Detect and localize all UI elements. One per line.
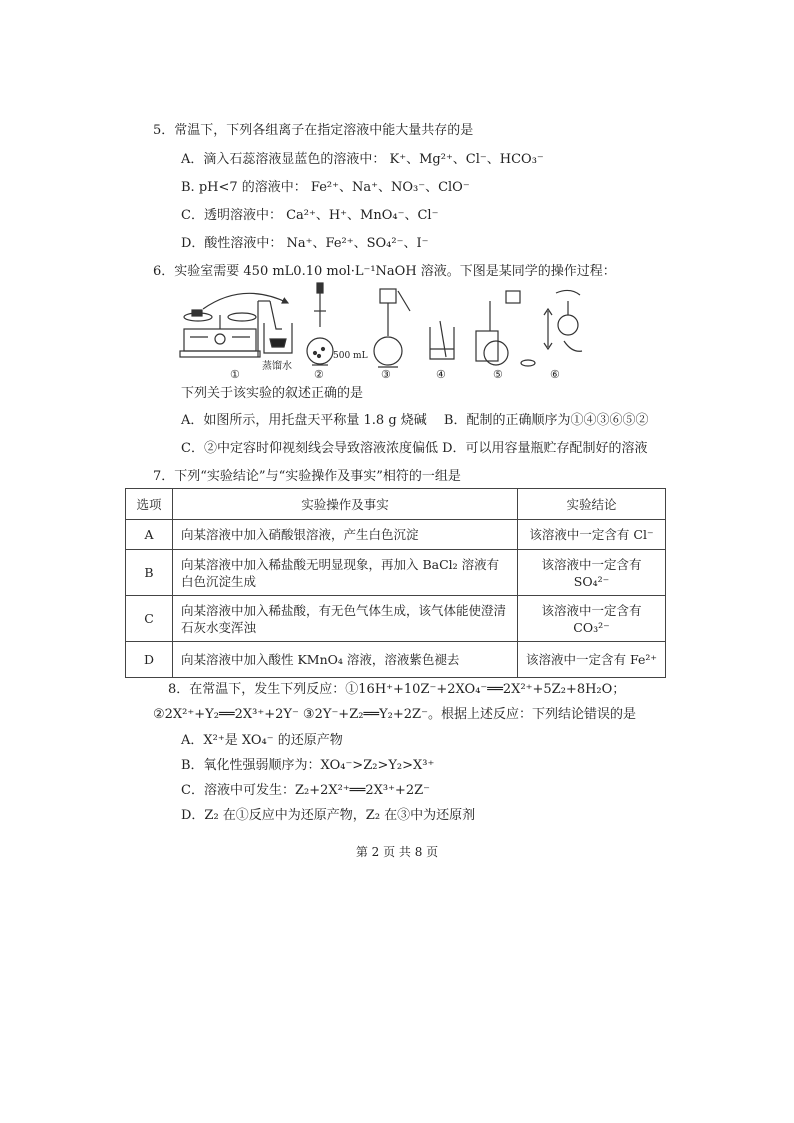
q5-option-c: C．透明溶液中： Ca²⁺、H⁺、MnO₄⁻、Cl⁻ [181, 208, 439, 223]
q6-sub-stem: 下列关于该实验的叙述正确的是 [181, 386, 364, 401]
header-option: 选项 [126, 489, 173, 520]
q6-stem: 6．实验室需要 450 mL0.10 mol·L⁻¹NaOH 溶液。下图是某同学的操作过程： [153, 264, 616, 279]
q8-stem-line2: ②2X²⁺+Y₂══2X³⁺+2Y⁻ ③2Y⁻+Z₂══Y₂+2Z⁻。根据上述反应：下列结论错误的是 [153, 707, 636, 722]
row-operation: 向某溶液中加入稀盐酸，有无色气体生成，该气体能使澄清石灰水变浑浊 [173, 596, 518, 642]
row-operation: 向某溶液中加入酸性 KMnO₄ 溶液，溶液紫色褪去 [173, 642, 518, 678]
row-option: D [126, 642, 173, 678]
row-conclusion: 该溶液中一定含有 CO₃²⁻ [518, 596, 666, 642]
step-label-1: ① [230, 368, 240, 381]
step-label-6: ⑥ [550, 368, 560, 381]
q8-option-c: C．溶液中可发生：Z₂+2X²⁺══2X³⁺+2Z⁻ [181, 783, 430, 798]
q7-table [125, 488, 666, 678]
q8-stem-line1: 8．在常温下，发生下列反应：①16H⁺+10Z⁻+2XO₄⁻══2X²⁺+5Z₂+8H₂O； [168, 682, 626, 697]
q6-lab-figure [178, 281, 598, 381]
row-conclusion: 该溶液中一定含有 Cl⁻ [518, 520, 666, 550]
q5-stem: 5．常温下，下列各组离子在指定溶液中能大量共存的是 [153, 123, 474, 138]
q5-option-b: B. pH<7 的溶液中： Fe²⁺、Na⁺、NO₃⁻、ClO⁻ [181, 180, 470, 195]
row-option: A [126, 520, 173, 550]
q6-options-ab: A．如图所示，用托盘天平称量 1.8 g 烧碱 B．配制的正确顺序为①④③⑥⑤② [181, 413, 649, 428]
row-operation: 向某溶液中加入稀盐酸无明显现象，再加入 BaCl₂ 溶液有白色沉淀生成 [173, 550, 518, 596]
page-footer: 第 2 页 共 8 页 [355, 845, 439, 859]
row-conclusion: 该溶液中一定含有 Fe²⁺ [518, 642, 666, 678]
shaking-flask-icon [544, 290, 582, 351]
flask-bottle-icon [476, 291, 535, 366]
step-label-4: ④ [436, 368, 446, 381]
q7-stem: 7．下列“实验结论”与“实验操作及事实”相符的一组是 [153, 469, 461, 484]
header-conclusion: 实验结论 [518, 489, 666, 520]
row-option: B [126, 550, 173, 596]
table-header-row [126, 489, 666, 520]
water-label: 蒸馏水 [262, 361, 292, 372]
beaker-stir-icon [430, 321, 454, 359]
beaker-stand-icon [258, 301, 292, 357]
q8-option-a: A．X²⁺是 XO₄⁻ 的还原产物 [181, 733, 343, 748]
volumetric-flask-pour-icon [374, 289, 410, 367]
q6-options-cd: C．②中定容时仰视刻线会导致溶液浓度偏低 D．可以用容量瓶贮存配制好的溶液 [181, 441, 648, 456]
row-conclusion: 该溶液中一定含有 SO₄²⁻ [518, 550, 666, 596]
balance-icon [180, 310, 260, 357]
table-row [126, 550, 666, 596]
q8-option-d: D．Z₂ 在①反应中为还原产物，Z₂ 在③中为还原剂 [181, 808, 476, 823]
q8-option-b: B．氧化性强弱顺序为：XO₄⁻>Z₂>Y₂>X³⁺ [181, 758, 435, 773]
header-operation: 实验操作及事实 [173, 489, 518, 520]
row-option: C [126, 596, 173, 642]
table-row [126, 596, 666, 642]
step-label-2: ② [314, 368, 324, 381]
flask-volume-label: 500 mL [333, 351, 368, 361]
table-row [126, 642, 666, 678]
q5-option-a: A．滴入石蕊溶液显蓝色的溶液中： K⁺、Mg²⁺、Cl⁻、HCO₃⁻ [181, 152, 544, 167]
volumetric-flask-dropper-icon [307, 283, 333, 365]
step-label-5: ⑤ [493, 368, 503, 381]
table-row [126, 520, 666, 550]
q5-option-d: D．酸性溶液中： Na⁺、Fe²⁺、SO₄²⁻、I⁻ [181, 236, 429, 251]
step-label-3: ③ [381, 368, 391, 381]
row-operation: 向某溶液中加入硝酸银溶液，产生白色沉淀 [173, 520, 518, 550]
